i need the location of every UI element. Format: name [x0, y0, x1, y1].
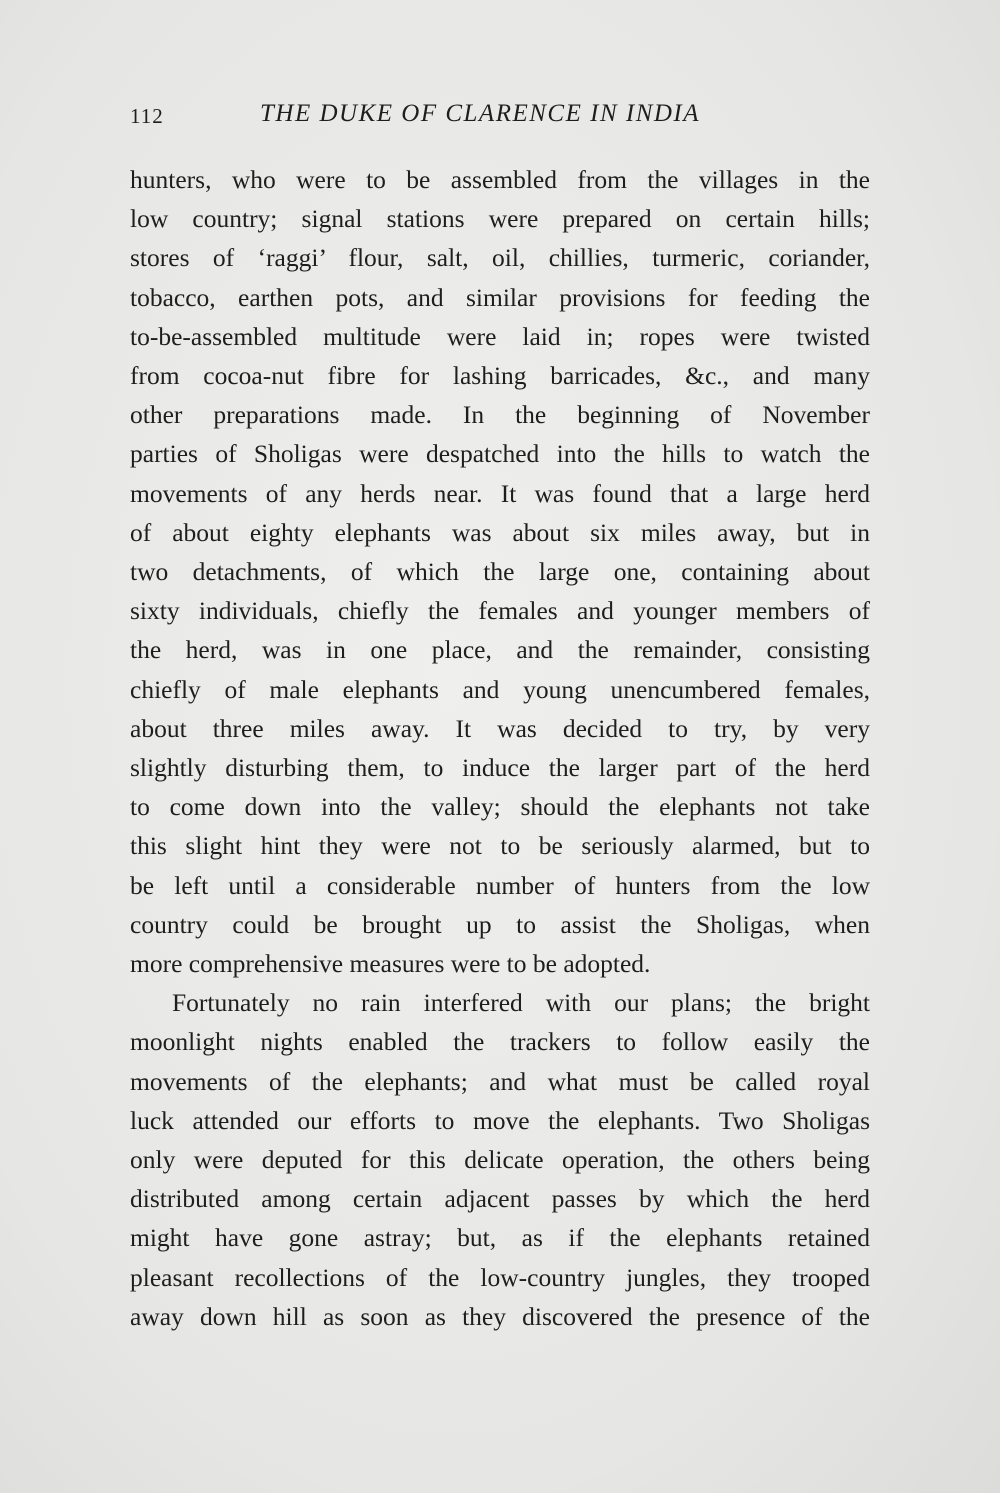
text-line: might have gone astray; but, as if the elephants retained	[130, 1223, 870, 1253]
text-line: about three miles away. It was decided to try, by very	[130, 713, 870, 743]
text-line: movements of any herds near. It was found that a large herd	[130, 478, 870, 508]
text-line: of about eighty elephants was about six miles away, but in	[130, 517, 870, 547]
page-number: 112	[130, 104, 164, 128]
text-line: parties of Sholigas were despatched into the hills to watch the	[130, 439, 870, 469]
page-header	[130, 100, 870, 132]
text-line: be left until a considerable number of hunters from the low	[130, 870, 870, 900]
text-line: chiefly of male elephants and young unencumbered females,	[130, 674, 870, 704]
text-line: pleasant recollections of the low-country jungles, they trooped	[130, 1262, 870, 1292]
text-line: luck attended our efforts to move the elephants. Two Sholigas	[130, 1105, 870, 1135]
text-line: to-be-assembled multitude were laid in; ropes were twisted	[130, 321, 870, 351]
text-line: distributed among certain adjacent passes by which the herd	[130, 1184, 870, 1214]
text-line: two detachments, of which the large one, containing about	[130, 557, 870, 587]
body-text	[130, 160, 870, 1336]
text-line: country could be brought up to assist the Sholigas, when	[130, 909, 870, 939]
paragraph-1	[130, 160, 870, 983]
text-line: moonlight nights enabled the trackers to follow easily the	[130, 1027, 870, 1057]
text-line: low country; signal stations were prepared on certain hills;	[130, 204, 870, 234]
text-line: hunters, who were to be assembled from the villages in the	[130, 165, 870, 194]
text-line: movements of the elephants; and what must be called royal	[130, 1066, 870, 1096]
text-line: other preparations made. In the beginning of November	[130, 400, 870, 430]
text-line: more comprehensive measures were to be adopted.	[130, 949, 651, 979]
text-line: sixty individuals, chiefly the females and younger members of	[130, 596, 870, 626]
text-line: stores of ‘raggi’ flour, salt, oil, chillies, turmeric, coriander,	[130, 243, 870, 273]
text-line: tobacco, earthen pots, and similar provisions for feeding the	[130, 282, 870, 312]
text-line: slightly disturbing them, to induce the larger part of the herd	[130, 753, 870, 783]
text-line: only were deputed for this delicate operation, the others being	[130, 1145, 870, 1175]
text-line: Fortunately no rain interfered with our plans; the bright	[172, 988, 870, 1018]
running-head: THE DUKE OF CLARENCE IN INDIA	[260, 100, 701, 127]
text-line: from cocoa-nut fibre for lashing barricades, &c., and many	[130, 361, 870, 391]
text-line: this slight hint they were not to be seriously alarmed, but to	[130, 831, 870, 861]
text-line: the herd, was in one place, and the remainder, consisting	[130, 635, 870, 665]
text-line: to come down into the valley; should the elephants not take	[130, 792, 870, 822]
paragraph-2	[130, 983, 870, 1336]
text-line: away down hill as soon as they discovered the presence of the	[130, 1301, 870, 1331]
